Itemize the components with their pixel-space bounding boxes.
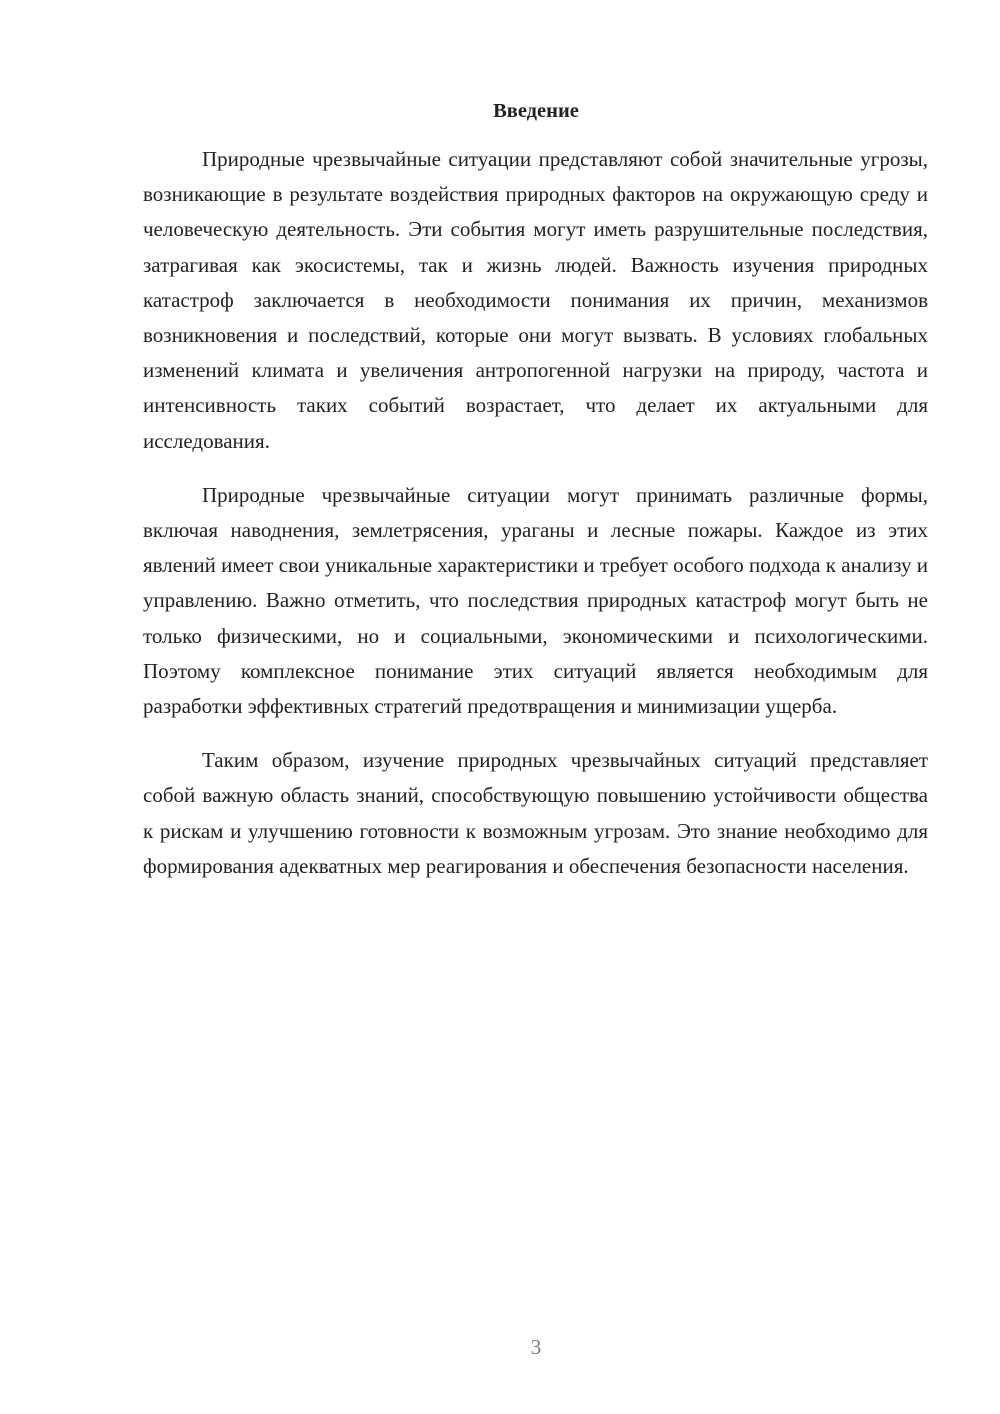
- paragraph-2: Природные чрезвычайные ситуации могут принимать различные формы, включая наводнения, землетрясения, ураганы и лесные пожары. Каждое из этих явлений имеет свои уникальные характеристики и требует особого подхода к анализу и управлению. Важно отметить, что последствия природных катастроф могут быть не только физическими, но и социальными, экономическими и психологическими. Поэтому комплексное понимание этих ситуаций является необходимым для разработки эффективных стратегий предотвращения и минимизации ущерба.: [143, 482, 928, 719]
- document-body: [143, 142, 928, 903]
- page-title: Введение: [493, 100, 579, 122]
- paragraph-1: Природные чрезвычайные ситуации представляют собой значительные угрозы, возникающие в результате воздействия природных факторов на окружающую среду и человеческую деятельность. Эти события могут иметь разрушительные последствия, затрагивая как экосистемы, так и жизнь людей. Важность изучения природных катастроф заключается в необходимости понимания их причин, механизмов возникновения и последствий, которые они могут вызвать. В условиях глобальных изменений климата и увеличения антропогенной нагрузки на природу, частота и интенсивность таких событий возрастает, что делает их актуальными для исследования.: [143, 147, 928, 453]
- page-number: 3: [530, 1335, 542, 1359]
- paragraph-3: Таким образом, изучение природных чрезвычайных ситуаций представляет собой важную область знаний, способствующую повышению устойчивости общества к рискам и улучшению готовности к возможным угрозам. Это знание необходимо для формирования адекватных мер реагирования и обеспечения безопасности населения.: [143, 748, 928, 878]
